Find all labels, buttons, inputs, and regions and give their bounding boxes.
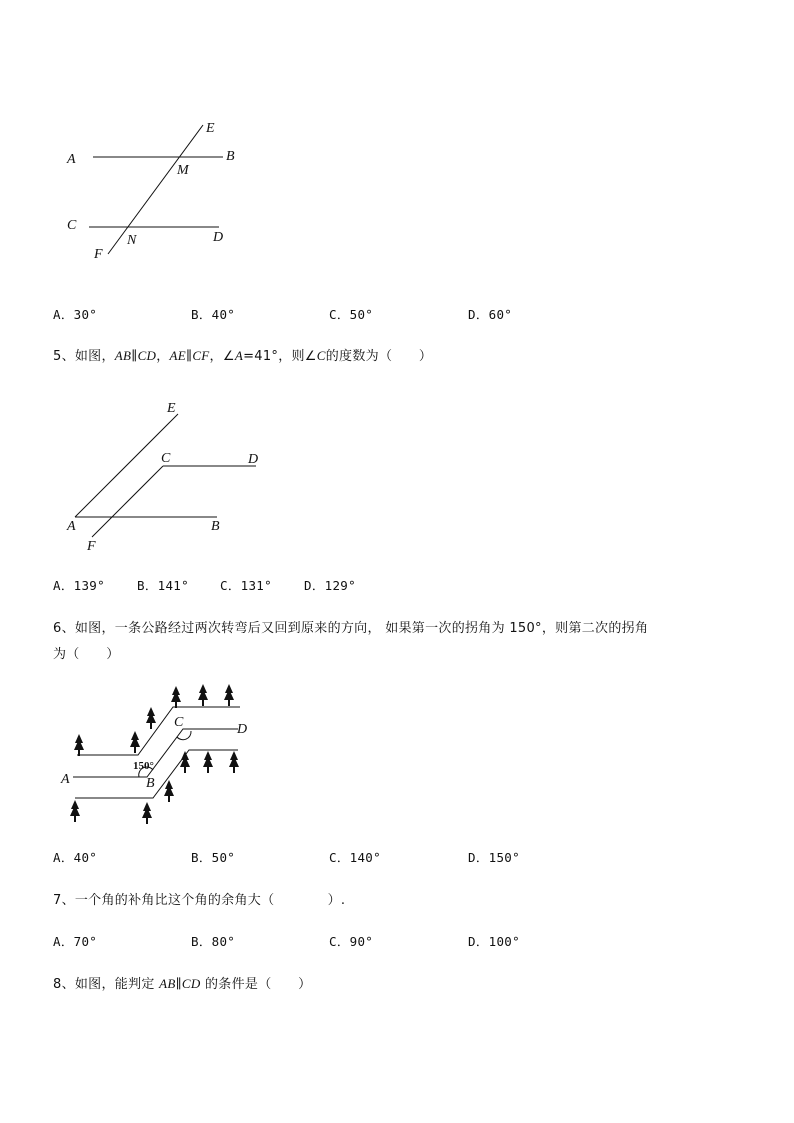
q4-option-d[interactable]: D．60° [468, 307, 513, 322]
label-B: B [226, 149, 235, 164]
label-C: C [67, 218, 77, 233]
q5-angle-val: =41°，则∠ [243, 349, 317, 364]
label-E: E [167, 401, 176, 416]
label-F: F [94, 247, 103, 262]
q5-option-d[interactable]: D．129° [304, 578, 356, 593]
q6-stem-line2: 为（ ） [53, 647, 120, 662]
tree-icon [180, 751, 190, 773]
line-CF [92, 466, 163, 537]
label-A: A [67, 519, 76, 534]
label-D: D [237, 722, 248, 737]
tree-icon [146, 707, 156, 729]
label-C: C [161, 451, 171, 466]
q6-stem-line1: 6、如图，一条公路经过两次转弯后又回到原来的方向， 如果第一次的拐角为 150°，则第二次的拐角 [53, 621, 649, 636]
tree-icon [224, 684, 234, 706]
road-bottom-edge [75, 750, 238, 798]
q4-option-a[interactable]: A．30° [53, 307, 98, 322]
q7-option-d[interactable]: D．100° [468, 934, 520, 949]
tree-icon [171, 686, 181, 708]
q6-figure [55, 680, 270, 830]
label-B: B [211, 519, 220, 534]
q8-prefix: 8、如图，能判定 [53, 977, 160, 992]
q6-option-a[interactable]: A．40° [53, 850, 98, 865]
label-E: E [206, 121, 215, 136]
tree-icon [130, 731, 140, 753]
label-C: C [174, 715, 184, 730]
q7-stem: 7、一个角的补角比这个角的余角大（ ）. [53, 893, 346, 908]
road-top-edge [77, 707, 240, 755]
q4-figure [55, 115, 255, 270]
label-A: A [67, 152, 76, 167]
q7-option-a[interactable]: A．70° [53, 934, 98, 949]
label-N: N [127, 233, 137, 248]
label-F: F [87, 539, 96, 554]
tree-icon [142, 802, 152, 824]
label-A: A [61, 772, 70, 787]
q8-suffix: 的条件是（ ） [200, 977, 312, 992]
q5-angle-var: A [234, 348, 244, 363]
q6-option-d[interactable]: D．150° [468, 850, 520, 865]
q8-cond: AB∥CD [159, 976, 201, 991]
label-M: M [177, 163, 189, 178]
tree-icon [74, 734, 84, 756]
q5-option-a[interactable]: A．139° [53, 578, 105, 593]
q5-target-var: C [316, 348, 326, 363]
q5-number: 5、如图， [53, 349, 115, 364]
q5-cond-ab-cd: AB∥CD [114, 348, 157, 363]
q5-tail: 的度数为（ ） [325, 349, 433, 364]
q7-option-b[interactable]: B．80° [191, 934, 236, 949]
label-angle-150: 150° [133, 760, 154, 772]
q5-figure [55, 395, 275, 560]
q7-option-c[interactable]: C．90° [329, 934, 374, 949]
q5-option-b[interactable]: B．141° [137, 578, 189, 593]
q5-sep1: ， [156, 349, 170, 364]
label-B: B [146, 776, 155, 791]
q6-option-b[interactable]: B．50° [191, 850, 236, 865]
line-EF [108, 125, 203, 254]
tree-icon [70, 800, 80, 822]
q4-option-c[interactable]: C．50° [329, 307, 374, 322]
tree-icon [164, 780, 174, 802]
tree-icon [198, 684, 208, 706]
angle-arc-c [177, 731, 191, 740]
tree-icon [229, 751, 239, 773]
q5-option-c[interactable]: C．131° [220, 578, 272, 593]
tree-icon [203, 751, 213, 773]
q5-stem [53, 345, 432, 364]
q6-option-c[interactable]: C．140° [329, 850, 381, 865]
label-D: D [213, 230, 224, 245]
q4-option-b[interactable]: B．40° [191, 307, 236, 322]
road-center-line [73, 729, 238, 777]
q8-stem [53, 973, 311, 992]
label-D: D [248, 452, 259, 467]
q5-sep2: ，∠ [209, 349, 235, 364]
q5-cond-ae-cf: AE∥CF [169, 348, 210, 363]
